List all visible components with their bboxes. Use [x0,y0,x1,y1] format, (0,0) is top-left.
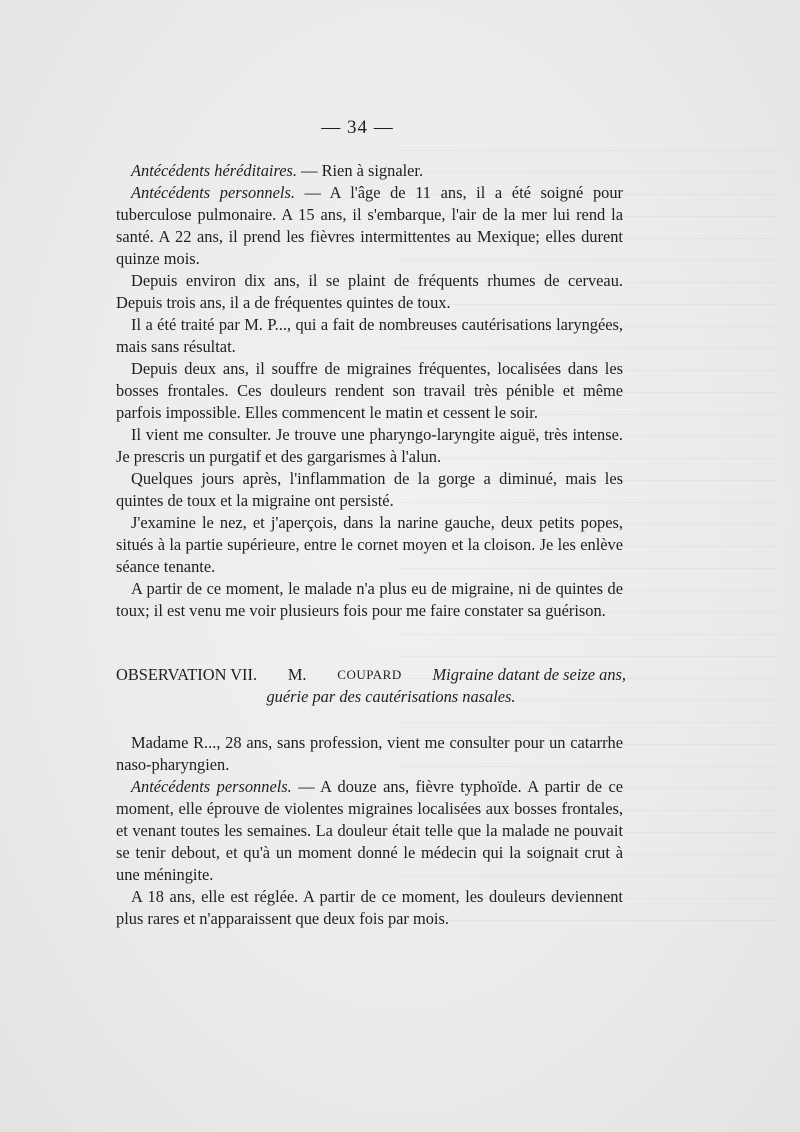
body-paragraph: Depuis environ dix ans, il se plaint de fréquents rhumes de cerveau. Depuis trois ans, il a de fréquentes quintes de toux. [116,271,623,312]
body-paragraph: Il vient me consulter. Je trouve une pharyngo-laryngite aiguë, très intense. Je prescris un purgatif et des gargarismes à l'alun. [116,425,623,466]
page-number: — 34 — [321,117,394,138]
observation-author-prefix: M. [287,665,307,684]
observation-title-part2: guérie par des cautérisations nasales. [266,687,516,706]
observation-heading [116,664,626,708]
body-paragraph: J'examine le nez, et j'aperçois, dans la narine gauche, deux petits popes, situés à la partie supérieure, entre le cornet moyen et la cloison. Je les enlève séance tenante. [116,513,623,576]
body-paragraph: A partir de ce moment, le malade n'a plus eu de migraine, ni de quintes de toux; il est venu me voir plusieurs fois pour me faire constater sa guérison. [116,579,623,620]
heredity-paragraph [116,160,623,182]
last-paragraph: A 18 ans, elle est réglée. A partir de ce moment, les douleurs deviennent plus rares et n'apparaissent que deux fois par mois. [116,887,623,928]
personal-history-paragraph-2 [116,776,623,886]
body-paragraph: Quelques jours après, l'inflammation de la gorge a diminué, mais les quintes de toux et la migraine ont persisté. [116,469,623,510]
personal-history-paragraph [116,182,623,270]
personal-history-label: Antécédents personnels. [131,183,295,202]
body-paragraph: Depuis deux ans, il souffre de migraines fréquentes, localisées dans les bosses frontales. Ces douleurs rendent son travail très pénible et même parfois impossible. Elles commencent le matin et cessent le soir. [116,359,623,422]
observation-body [116,732,623,930]
observation-author: COUPARD [337,667,402,682]
observation-heading-line [116,664,626,686]
intro-paragraph: Madame R..., 28 ans, sans profession, vient me consulter pour un catarrhe naso-pharyngien. [116,733,623,774]
observation-title-part1: Migraine datant de seize ans, [432,665,626,684]
observation-number: OBSERVATION VII. [116,665,258,684]
personal-history-label-2: Antécédents personnels. [131,777,292,796]
personal-history-text-2: — A douze ans, fièvre typhoïde. A partir de ce moment, elle éprouve de violentes migraines localisées aux bosses frontales, et venant toutes les semaines. La douleur était telle que la malade ne pouvait se tenir debout, et qu'à un moment donné le médecin qui la soignait crut à une méningite. [116,777,623,884]
case-history-section [116,160,623,622]
personal-history-text: — A l'âge de 11 ans, il a été soigné pour tuberculose pulmonaire. A 15 ans, il s'embarque, l'air de la mer lui rend la santé. A 22 ans, il prend les fièvres intermittentes au Mexique; elles durent quinze mois. [116,183,623,268]
body-paragraph: Il a été traité par M. P..., qui a fait de nombreuses cautérisations laryngées, mais sans résultat. [116,315,623,356]
heredity-text: — Rien à signaler. [296,161,424,180]
heredity-label: Antécédents héréditaires. [131,161,297,180]
